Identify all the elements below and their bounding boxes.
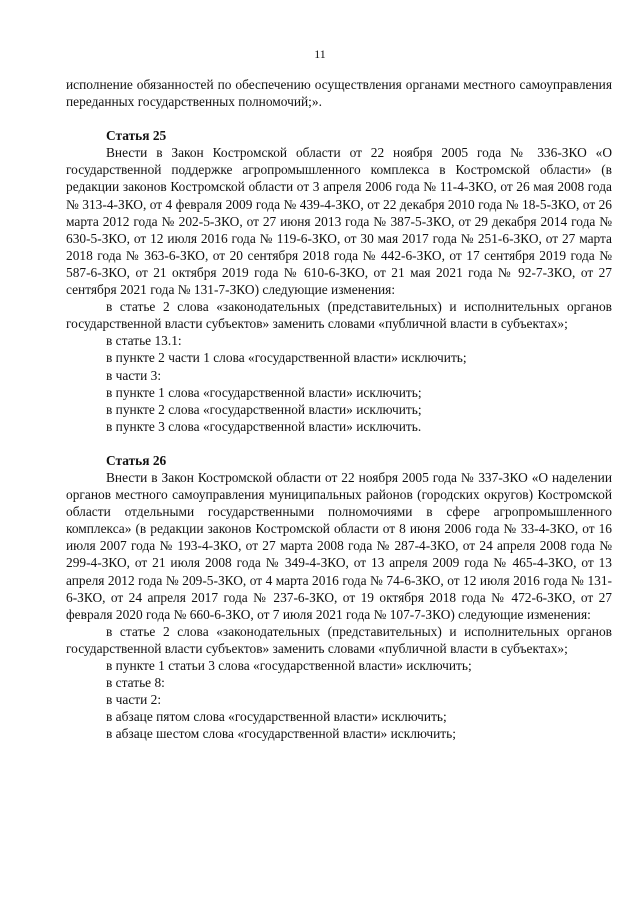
article-26-item: в абзаце шестом слова «государственной власти» исключить;: [106, 726, 456, 742]
article-25-heading: Статья 25: [106, 128, 167, 144]
article-25-item: в пункте 2 слова «государственной власти» исключить;: [106, 401, 422, 417]
document-body: [66, 76, 612, 742]
article-26-heading: Статья 26: [106, 452, 167, 468]
article-26-item: в части 2:: [106, 692, 162, 708]
article-25-item: в части 3:: [106, 367, 162, 383]
article-25-item: в пункте 2 части 1 слова «государственной власти» исключить;: [106, 350, 467, 366]
intro-paragraph: исполнение обязанностей по обеспечению осуществления органами местного самоуправления переданных государственных полномочий;».: [66, 77, 612, 110]
article-25-item: в статье 13.1:: [106, 333, 182, 349]
article-26-item: в пункте 1 статьи 3 слова «государственной власти» исключить;: [106, 658, 472, 673]
article-25: [66, 127, 612, 435]
article-26: [66, 452, 612, 743]
article-26-body: Внести в Закон Костромской области от 22 ноября 2005 года № 337-ЗКО «О наделении органов местного самоуправления муниципальных районов (городских округов) Костромской области отдельными государственными полномочиями в сфере агропромышленного комплекса» (в редакции законов Костромской области от 8 июня 2006 года № 33-4-ЗКО, от 16 июля 2007 года № 193-4-ЗКО, от 27 марта 2008 года № 287-4-ЗКО, от 24 апреля 2008 года № 299-4-ЗКО, от 21 июля 2008 года № 349-4-ЗКО, от 13 апреля 2009 года № 465-4-ЗКО, от 13 апреля 2012 года № 209-5-ЗКО, от 4 марта 2016 года № 74-6-ЗКО, от 12 июля 2016 года № 131-6-ЗКО, от 24 апреля 2017 года № 237-6-ЗКО, от 19 октября 2018 года № 472-6-ЗКО, от 27 февраля 2020 года № 660-6-ЗКО, от 7 июля 2021 года № 107-7-ЗКО) следующие изменения:: [66, 469, 612, 622]
article-25-body: Внести в Закон Костромской области от 22 ноября 2005 года № 336-ЗКО «О государственной поддержке агропромышленного комплекса в Костромской области» (в редакции законов Костромской области от 3 апреля 2006 года № 11-4-ЗКО, от 26 мая 2008 года № 313-4-ЗКО, от 4 февраля 2009 года № 439-4-ЗКО, от 22 декабря 2010 года № 18-5-ЗКО, от 26 марта 2012 года № 202-5-ЗКО, от 27 июня 2013 года № 387-5-ЗКО, от 29 декабря 2014 года № 630-5-ЗКО, от 12 июля 2016 года № 119-6-ЗКО, от 30 мая 2017 года № 251-6-ЗКО, от 27 марта 2018 года № 363-6-ЗКО, от 20 сентября 2018 года № 442-6-ЗКО, от 17 сентября 2019 года № 587-6-ЗКО, от 21 октября 2019 года № 610-6-ЗКО, от 21 мая 2021 года № 92-7-ЗКО, от 27 сентября 2021 года № 131-7-ЗКО) следующие изменения:: [66, 145, 612, 298]
article-25-change-1: в статье 2 слова «законодательных (представительных) и исполнительных органов государственной власти субъектов» заменить словами «публичной власти в субъектах»;: [66, 299, 612, 332]
article-25-item: в пункте 1 слова «государственной власти» исключить;: [106, 384, 422, 400]
article-26-item: в статье 8:: [106, 675, 165, 691]
page-number: 11: [314, 47, 326, 61]
article-26-change-1: в статье 2 слова «законодательных (представительных) и исполнительных органов государственной власти субъектов» заменить словами «публичной власти в субъектах»;: [66, 623, 612, 656]
article-26-item: в абзаце пятом слова «государственной власти» исключить;: [106, 709, 447, 725]
article-25-item: в пункте 3 слова «государственной власти» исключить.: [106, 418, 422, 434]
